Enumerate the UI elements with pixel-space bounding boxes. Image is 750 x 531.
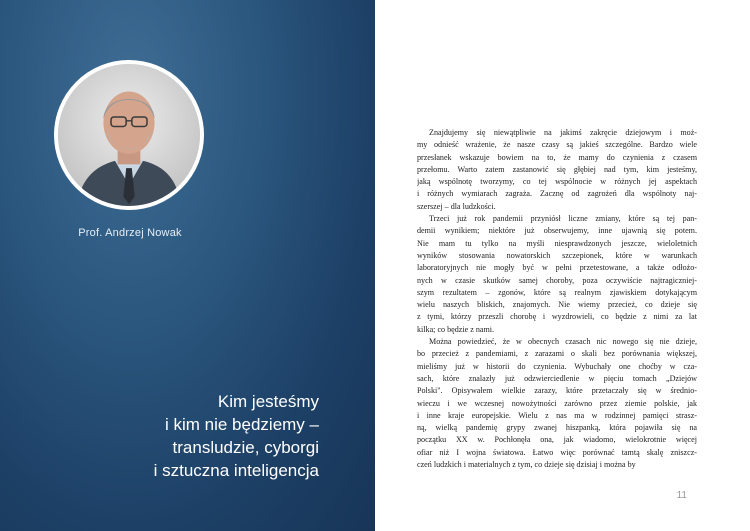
text-line: demii wynikiem; niektóre już obserwujemy, inne ujawnią się potem. [417, 226, 697, 236]
text-line: laboratoryjnych nie mogły być w pełni przetestowane, a także odłożo- [417, 263, 697, 273]
text-line: nych w czasie skutków samej choroby, poza oczywiście najtragiczniej- [417, 275, 697, 285]
text-line: mieliśmy już w historii do czynienia. Wybuchały one choćby w cza- [417, 361, 697, 371]
author-name: Prof. Andrzej Nowak [78, 227, 182, 239]
text-line: z tymi, którzy przeszli chorobę i wyzdrowieli, co będzie z nimi za lat [417, 312, 697, 322]
text-line: jaką wspólnotę tworzymy, co tej wspólnocie w różnych jej aspektach [417, 177, 697, 187]
text-line: ną, wielką pandemię grypy zwanej hiszpanką, która pojawiła się na [417, 423, 697, 433]
chapter-title-line: i kim nie będziemy – [164, 415, 319, 434]
text-line: czeń ludzkich i materialnych z tym, co dzieje się dzisiaj i można by [417, 460, 636, 470]
text-line: Można powiedzieć, że w obecnych czasach nic nowego się nie dzieje, [429, 337, 697, 347]
text-line: początku XX w. Pochłonęła ona, jak wiadomo, wielokrotnie więcej [417, 435, 697, 445]
text-line: sach, które znalazły już odzwierciedlenie w pięciu tomach „Dziejów [417, 373, 697, 383]
text-line: ofiar niż I wojna światowa. Łatwo więc porównać tamtą skalę zniszcz- [417, 447, 697, 457]
text-line: i inne kraje europejskie. Wielu z nas ma w rodzinnej pamięci strasz- [417, 410, 697, 420]
body-text [417, 127, 697, 471]
text-line: kilka; co będzie z nami. [417, 324, 495, 334]
text-line: szym rezultatem – zgonów, które są realnym zjawiskiem dotykającym [417, 287, 697, 297]
chapter-title-line: Kim jesteśmy [217, 392, 319, 411]
text-line: szerszej – dla ludzkości. [417, 201, 496, 211]
text-line: wieczu i we wczesnej nowożytności zarówno przez ziemie polskie, jak [417, 398, 697, 408]
text-line: przełomu. Warto zatem zastanowić się głębiej nad tym, kim jesteśmy, [417, 164, 697, 174]
text-line: wyników stosowania nowatorskich szczepionek, które w warunkach [417, 250, 697, 260]
text-line: wielu naszych bliskich, znajomych. Nie wiemy przecież, co dzieje się [417, 300, 697, 310]
text-line: Polski". Opisywałem wielkie zarazy, które przetaczały się w średnio- [417, 386, 697, 396]
chapter-title-line: transludzie, cyborgi [172, 438, 319, 457]
text-line: Znajdujemy się niewątpliwie na jakimś zakręcie dziejowym i moż- [429, 128, 697, 137]
text-line: i różnych wymiarach zagraża. Zacznę od zagrożeń dla wspólnoty naj- [417, 189, 697, 199]
text-line: my odnieść wrażenie, że nasze czasy są jakieś szczególne. Bardzo wiele [417, 140, 697, 150]
right-page [375, 0, 750, 531]
chapter-title [59, 390, 319, 482]
author-portrait [54, 60, 204, 210]
page-number: 11 [676, 490, 687, 501]
text-line: przesłanek wskazuje bowiem na to, że mamy do czynienia z czasem [417, 152, 697, 162]
author-photo-icon [58, 64, 200, 206]
text-line: Trzeci już rok pandemii przyniósł liczne zmiany, które są tej pan- [429, 214, 697, 224]
chapter-title-line: i sztuczna inteligencja [153, 461, 319, 480]
text-line: bo przecież z pandemiami, z zarazami o skali bez porównania większej, [417, 349, 697, 359]
text-line: Nie mam tu tylko na myśli niesprawdzonych jeszcze, wieloletnich [417, 238, 697, 248]
